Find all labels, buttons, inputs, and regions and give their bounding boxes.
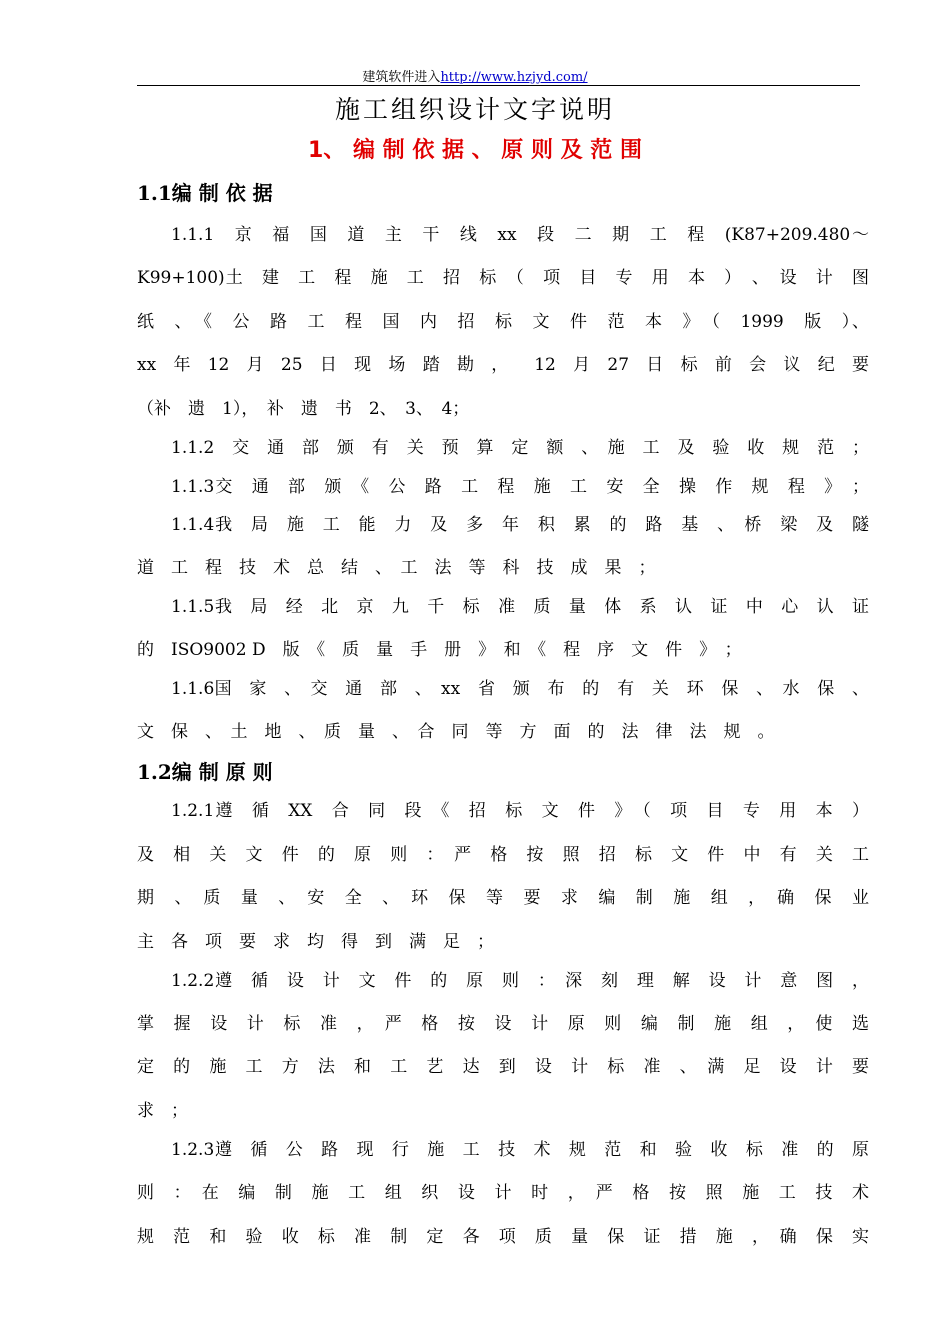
header-link[interactable]: http://www.hzjyd.com/ xyxy=(440,70,588,85)
text-line: 1.2.1遵 循 XX 合 同 段 《 招 标 文 件 》 （ 项 目 专 用 本 ） xyxy=(171,801,869,821)
text-line: xx 年 12 月 25 日 现 场 踏 勘 ， 12 月 27 日 标 前 会 议 纪 要 xyxy=(137,355,869,375)
text-line: 主 各 项 要 求 均 得 到 满 足 ； xyxy=(137,932,494,952)
text-line: 及 相 关 文 件 的 原 则 ： 严 格 按 照 招 标 文 件 中 有 关 工 xyxy=(137,845,869,865)
text-line: 1.1.5我 局 经 北 京 九 千 标 准 质 量 体 系 认 证 中 心 认 证 xyxy=(171,597,869,617)
text-line: K99+100)土 建 工 程 施 工 招 标 （ 项 目 专 用 本 ） 、 设 计 图 xyxy=(137,268,869,288)
text-line: 期 、 质 量 、 安 全 、 环 保 等 要 求 编 制 施 组 ， 确 保 业 xyxy=(137,888,869,908)
text-line: 掌 握 设 计 标 准 ， 严 格 按 设 计 原 则 编 制 施 组 ， 使 选 xyxy=(137,1014,869,1034)
text-line: 1.1.3交 通 部 颁 《 公 路 工 程 施 工 安 全 操 作 规 程 》 ； xyxy=(171,477,869,497)
text-line: 1.1.4我 局 施 工 能 力 及 多 年 积 累 的 路 基 、 桥 梁 及 隧 xyxy=(171,515,869,535)
text-line: 1.1.2 交 通 部 颁 有 关 预 算 定 额 、 施 工 及 验 收 规 范 ； xyxy=(171,438,869,458)
header-prefix: 建筑软件进入 xyxy=(362,70,441,85)
page-header xyxy=(0,66,950,85)
section-heading: 1.2编 制 原 则 xyxy=(137,760,273,784)
text-line: 定 的 施 工 方 法 和 工 艺 达 到 设 计 标 准 、 满 足 设 计 要 xyxy=(137,1057,869,1077)
text-line: 求 ； xyxy=(137,1101,188,1121)
text-line: 1.2.2遵 循 设 计 文 件 的 原 则 ： 深 刻 理 解 设 计 意 图 ， xyxy=(171,971,869,991)
text-line: 纸 、 《 公 路 工 程 国 内 招 标 文 件 范 本 》 （ 1999 版 ）、 xyxy=(137,312,869,332)
document-title: 施工组织设计文字说明 xyxy=(334,95,615,124)
text-line: （补 遗 1）， 补 遗 书 2、 3、 4； xyxy=(137,399,470,419)
text-line: 1.2.3遵 循 公 路 现 行 施 工 技 术 规 范 和 验 收 标 准 的 原 xyxy=(171,1140,869,1160)
text-line: 1.1.6国 家 、 交 通 部 、 xx 省 颁 布 的 有 关 环 保 、 水 保 、 xyxy=(171,679,869,699)
text-line: 规 范 和 验 收 标 准 制 定 各 项 质 量 保 证 措 施 ， 确 保 实 xyxy=(137,1227,869,1247)
section-heading: 1.1编 制 依 据 xyxy=(137,181,273,205)
text-line: 的 ISO9002 D 版 《 质 量 手 册 》 和 《 程 序 文 件 》 ； xyxy=(137,640,742,660)
text-line: 文 保 、 土 地 、 质 量 、 合 同 等 方 面 的 法 律 法 规 。 xyxy=(137,722,775,742)
text-line: 道 工 程 技 术 总 结 、 工 法 等 科 技 成 果 ； xyxy=(137,558,656,578)
text-line: 1.1.1 京 福 国 道 主 干 线 xx 段 二 期 工 程 (K87+209.480～ xyxy=(171,225,869,245)
chapter-heading: 1、 编 制 依 据 、 原 则 及 范 围 xyxy=(308,138,642,163)
text-line: 则 ： 在 编 制 施 工 组 织 设 计 时 ， 严 格 按 照 施 工 技 术 xyxy=(137,1183,869,1203)
header-divider xyxy=(137,85,860,86)
